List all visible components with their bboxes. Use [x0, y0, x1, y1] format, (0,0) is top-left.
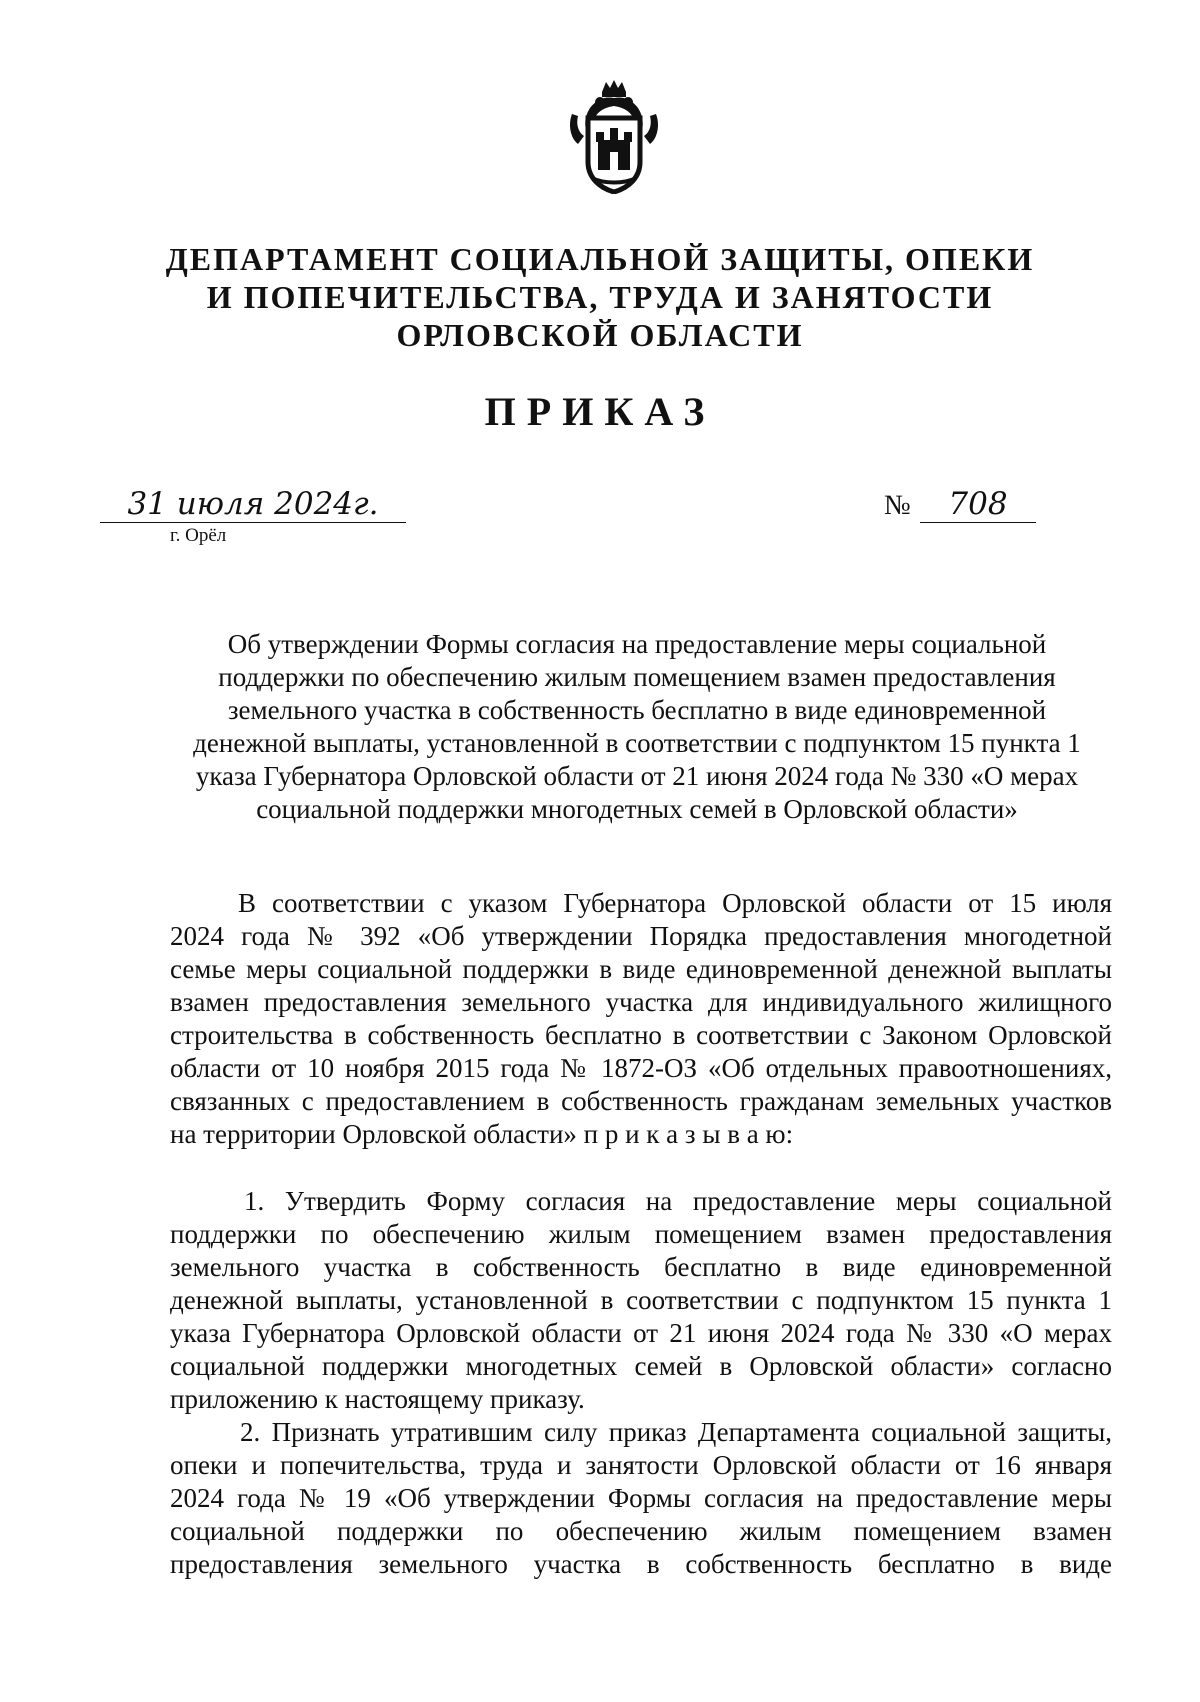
paragraph-line: В соответствии с указом Губернатора Орловской области от 15 июля: [238, 888, 1112, 918]
paragraph-line: денежной выплаты, установленной в соответствии с подпунктом 15 пункта 1: [170, 1285, 1112, 1315]
clause-1-paragraph: [170, 1185, 1112, 1416]
order-title: [168, 628, 1106, 826]
issue-city: г. Орёл: [170, 525, 227, 546]
paragraph-line: опеки и попечительства, труда и занятости Орловской области от 16 января: [170, 1450, 1112, 1480]
paragraph-line: поддержки по обеспечению жилым помещением взамен предоставления: [170, 1219, 1112, 1249]
title-line: земельного участка в собственность бесплатно в виде единовременной: [227, 695, 1047, 725]
paragraph-line: семье меры социальной поддержки в виде единовременной денежной выплаты: [170, 954, 1112, 984]
clause-2-paragraph: [170, 1416, 1112, 1581]
order-date: 31 июля 2024г.: [100, 486, 406, 523]
order-number-label: №: [884, 490, 911, 521]
department-name-line-1: ДЕПАРТАМЕНТ СОЦИАЛЬНОЙ ЗАЩИТЫ, ОПЕКИ: [165, 241, 1035, 277]
paragraph-line: предоставления земельного участка в собственность бесплатно в виде: [170, 1549, 1112, 1579]
title-line: поддержки по обеспечению жилым помещением взамен предоставления: [218, 662, 1056, 692]
title-line: указа Губернатора Орловской области от 21 июня 2024 года № 330 «О мерах: [195, 761, 1079, 791]
paragraph-line: указа Губернатора Орловской области от 21 июня 2024 года № 330 «О мерах: [170, 1318, 1112, 1348]
paragraph-line: социальной поддержки по обеспечению жилым помещением взамен: [170, 1516, 1112, 1546]
department-name-line-3: ОРЛОВСКОЙ ОБЛАСТИ: [396, 317, 804, 353]
paragraph-line: 1. Утвердить Форму согласия на предоставление меры социальной: [244, 1186, 1112, 1216]
paragraph-line: связанных с предоставлением в собственность гражданам земельных участков: [170, 1086, 1112, 1116]
preamble-paragraph: [170, 887, 1112, 1151]
document-type-heading: ПРИКАЗ: [484, 389, 716, 434]
title-line: социальной поддержки многодетных семей в Орловской области»: [256, 794, 1018, 824]
paragraph-line: области от 10 ноября 2015 года № 1872-ОЗ «Об отдельных правоотношениях,: [170, 1053, 1112, 1083]
paragraph-line: строительства в собственность бесплатно в соответствии с Законом Орловской: [170, 1020, 1112, 1050]
title-line: Об утверждении Формы согласия на предоставление меры социальной: [227, 629, 1047, 659]
paragraph-line: 2. Признать утратившим силу приказ Департамента социальной защиты,: [240, 1417, 1112, 1447]
paragraph-line: взамен предоставления земельного участка для индивидуального жилищного: [170, 987, 1112, 1017]
paragraph-line: 2024 года № 19 «Об утверждении Формы согласия на предоставление меры: [170, 1483, 1112, 1513]
order-number: 708: [920, 486, 1036, 523]
department-name-line-2: И ПОПЕЧИТЕЛЬСТВА, ТРУДА И ЗАНЯТОСТИ: [206, 279, 994, 315]
paragraph-line: на территории Орловской области» п р и к а з ы в а ю:: [170, 1119, 794, 1149]
paragraph-line: социальной поддержки многодетных семей в Орловской области» согласно: [170, 1351, 1112, 1381]
paragraph-line: приложению к настоящему приказу.: [170, 1384, 585, 1414]
paragraph-line: 2024 года № 392 «Об утверждении Порядка предоставления многодетной: [170, 921, 1112, 951]
paragraph-line: земельного участка в собственность бесплатно в виде единовременной: [170, 1252, 1112, 1282]
orel-oblast-coat-of-arms-icon: [566, 78, 662, 194]
title-line: денежной выплаты, установленной в соответствии с подпунктом 15 пункта 1: [193, 728, 1081, 758]
